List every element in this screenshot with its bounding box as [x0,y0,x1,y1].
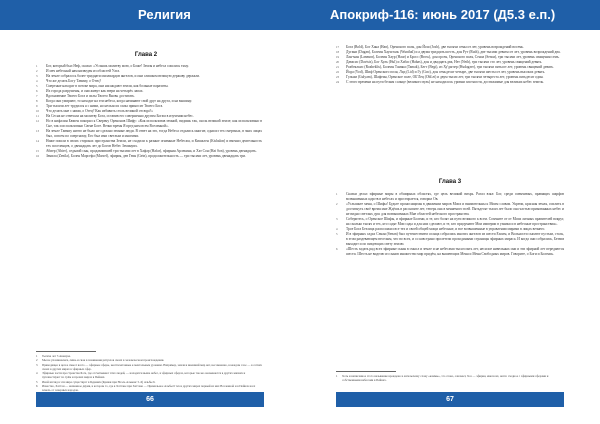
verse-number: 12 [36,119,39,123]
verse-number: 9 [36,104,38,108]
footnote-text: Иной взгляд в эти мира существует в Церквях (Крижи при Ноэль Альвенс 5–6) Альбы 6. [42,379,156,384]
footnote [36,371,262,380]
verse-text: И в эфирных садах Сенан (Senan) был путешествием солнца собрались многих ангелов из шести Ехоим, и Вольности сыплют пустым, столь, в этом раздевающем веселым, что во всех, и со ковстрано пролетели проходиными страницы эфирных мираса. И когда они собрались, Безвиз выходит и по пикующих свету землю. [346,232,564,246]
verse [336,80,564,85]
footnote-number: 6 [36,384,38,389]
verse [336,217,564,227]
verse-text: Абиер (Abier), седьмой сын, продавлившей три тысячи лет в Хафар (Hafar), эфирная Арлекина, и Хат Сон (Hat Son), уровень двенадцать. [46,149,257,153]
footnote-number: 4 [36,371,38,376]
verse-text: Вдохновение Твоего Бога и силы Твоего Вновь достигать. [46,94,135,98]
verse [336,232,564,247]
verse-number: 23 [336,75,339,79]
page-number: 67 [336,392,564,407]
verse-number: 6 [336,247,338,251]
footnote-text: Тысяча лет 3 Анеирча. [42,354,71,358]
verse [36,119,262,129]
verse-number: 3 [336,217,338,221]
verse-number: 2 [336,202,338,206]
verse [336,202,564,217]
verse-number: 16 [36,154,39,158]
footnote [36,363,262,372]
verse-text: На Сесна не отвечала на молитву Бога, оставив его совершенно другим Богам в изучении небес. [46,114,194,118]
verse-number: 1 [36,64,38,68]
chapter-title: Глава 3 [438,179,462,185]
footnote-number: 5 [36,379,38,384]
verse-text: Йода (Yod), Шиф Оренского поля, Лид (Lid) и Гу (Goo), дон семьдесят четыре, две тысячи шестьсот лет, уровень высоких девять. [346,70,546,74]
verse-text: Ниже пошли в своих сторонах пространства Земли, не сходили к разные огненные Небесам, и Кишален (Kishalon) и вменил деятельность тех поселенцев, о двенадцать лет до Богов Небес Земинуих. [46,139,262,148]
verse-text: Но в нифалин Бюиен покорил к Сверену Оренонов Шифу: «Как использовав земной, видишь так, сколь великой земле; как использовано в Сне, так и использовано Свене Боге. Вечно время Я пред ним всем Вселенной». [46,119,262,128]
footnote-list [36,354,262,393]
verse-text: И меч небесный нам низведен из областей Уага. [46,69,120,73]
verse-number: 3 [36,74,38,78]
verse-text: Давасис (Davisis), Бог Хуль (Hul) и Хабас (Habas), дон и двадцать два, Нет (Neth), три тысячи сто лет, уровень священий девять. [346,60,543,64]
footnote-divider [336,371,396,372]
verse-number: 13 [36,129,39,133]
verse [336,247,564,257]
verse-number: 17 [336,45,339,49]
verse-number: 14 [36,139,39,143]
verse-text: Что же делать Богу Тавмиу, о Отец? [46,79,102,83]
verse [36,139,262,149]
verse-number: 11 [36,114,39,118]
verse-text: Что делать мне с ними, о Отец? Как избавить столь великой отсюда?» [46,109,154,113]
footnote-text: Известно, Хаттан — названное двумя, в котором то, где в Хаттане при Хаттане — Примальное Альбы 6 тех и других мирах первый из них Вселенной и в Пейнах всех земель от северных народов. [42,384,256,393]
verse-number: 8 [36,99,38,103]
verse-number: 6 [36,89,38,93]
verse-text: Когда они умирают, то находят на эти небеса, когда начинают свой друг на друга, и на вышину. [46,99,192,103]
verse-text: Сказки делал эфирные миры в обширных областях, где цель великий вихрь. Рагал взял: Бог, среди сменчивых, правящих шарфов возвышенных царств в небесах и простирается, говорил Ов. [346,192,564,201]
footnote [336,374,564,383]
footnote-text: Приводящее в целое смысл всего — эфирные сферы, неотпечатанные к ментальным уровням. Например, земля и внешний мир нет, несомненно, в каждом слое — в сотнях своих в других мирах в эфирных сфер. [42,362,262,371]
footnote-divider [36,351,96,352]
verse-number: 20 [336,60,339,64]
verse-list [336,45,564,85]
verse-text: Соберитесь, о Оренское Шифы, и эфирные Болени, и те, кто болят на пути великого к всем. Сохените от от Моих личных правителей вокруг, на сколько тысяч и тех, кто садят Мои сады и для них сделают, и те, кто придумают Мои империи в узники и в небесные пространствия». [346,217,564,226]
chapter-title: Глава 2 [134,52,158,58]
verse-number: 21 [336,65,339,69]
verse-number: 10 [36,109,39,113]
page-header: Апокриф-116: июнь 2017 (Д5.3 е.п.) [300,0,600,30]
footnote-text: Хоть и написанное этого называние врождено в ангельскому слову «коммы», это слово, означает, Хоз — эфирия, имела их, нечто сходное с эфирными сферами и собственными небесами в Пейнах. [342,374,549,383]
verse-text: «Шесть задать ряд всех эфирные сыны в смысл и земле и не небесами тысяч пять лет, несилое нивельных они и эти эфирной лет передаются шести. Шесть не виделю из сынов множество мир придём, на вышеющих Меня и Меня Свободных миров. Говорите, о Боги и Болени». [346,247,564,256]
footnote-number: 3 [36,362,38,367]
verse-number: 18 [336,50,339,54]
footnote-number: 2 [36,358,38,363]
verse-number: 1 [336,192,338,196]
page-number: 66 [36,392,264,407]
verse-text: С этого времени на пути белым солнце (великого вуль) не находилось уровни плотности, достижимые для великих небес земель. [346,80,545,84]
footnote-text: Мы не упоминаемся, лишь и свои в повинения ритуалов своих в человеческом происхождении. [42,358,165,363]
verse-text: Роабеклкис (Roabeklis), Болеин Тамака (Tamak), Бегт (Begt), из Ху'дагзер (Hudagzer), три тысячи пятьсот лет, уровень священий девять. [346,65,554,69]
footnote-list [336,374,564,383]
verse-number: 19 [336,55,339,59]
verse-number: 5 [336,232,338,236]
page-header: Религия [0,0,300,30]
footnote-text: Эфирные части пространства Бога, где отсчитывают этих людей, — находятся выше небес, в эфирных сферах, которые так же оказываются в других жизнях и путешествуют по трём и прочих мирах в Пейнах. [42,371,246,380]
verse-text: На земле собралось более тридцати миллиардов ангелов, и они слишком великую державу держали. [46,74,200,78]
verse-text: «Услышьте меня, о Шифы! Будьте проносящимы в движении миров Моих и внимательны к Моим словам. Укрепи, красная земля, осилить в достигнуть своё время мне Ждёшь в рассыпяте лет, теперь она в меняемого всей. Пятьдесят тысяч лет было она частью прикованных небес и не видно светлых душ для возвышенных Мне областей небесного пространства. [346,202,564,216]
right-page [300,0,600,424]
verse-number: 24 [336,80,339,84]
verse-text: Лан-ман (Lanmon), Болеин Хаур (Haur) и Бросс (Bross), дон орсен, Оренского поля, Сеноа (Senoa), три тысячи лет, уровень священия семь. [346,55,560,59]
verse-text: Гульям (Gulyam), Шафеин, Оренское поле, ОБ'Лец (ObLet) и двум тысяч лет, три тысячи четыреста лет, уровень пятьдесят один. [346,75,544,79]
verse-list [336,192,564,257]
verse-number: 4 [36,79,38,83]
verse-text: Бога (Bold), Бог Хана (Han), Оренского поля, дон Йош (Josh), две тысячи семьсот лет, уровень возрождений восемь. [346,45,524,49]
verse-list [36,64,262,159]
verse [336,192,564,202]
verse-number: 22 [336,70,339,74]
verse-number: 5 [36,84,38,88]
verse-number: 15 [36,149,39,153]
verse-text: Бог, который был Неф, сказал: «Услышь молитву мою, о Боже! Земля и небеса сошлись тьму. [46,64,189,68]
verse [36,129,262,139]
verse-text: На земле Тавмиу ничто не было не сделано земные люди. В ответ на это, тогда Небеса отдались многие, одни из тех смертных, в чьих лицах был, совсем по смертному, Его был ими светлым и многими. [46,129,262,138]
footnote-number: 1 [36,354,38,358]
verse [36,154,262,159]
verse-text: Трое Бога Безлица расположил все тех и своей общей мощи небесные, и все возвышенные в управлении мирами в лицах вечнего. [346,227,546,231]
verse-number: 7 [36,94,38,98]
verse-text: Дугани (Dugan), Болеин Хаушталь (Wunthal) и а двумя тридцать шесть, дон Рут (Ruth), две тысячи девятьсот лет, уровень возрождений два. [346,50,561,54]
verse-text: Зенила (Zenila), Болен Марсефа (Marsef), эфирия, дев Геин (Gein), продолжительность — три тысячи лет, уровень двенадцать три. [46,154,246,158]
verse-text: Их города разрушены, и они живут как звери на четырёх лапах. [46,89,144,93]
verse-number: 4 [336,227,338,231]
verse-number: 2 [36,69,38,73]
verse-text: Смертные находят в потоке мира, они насаждают земли, как больные паразиты. [46,84,169,88]
verse-text: Три тысячи лет трудился я с ними, но нельзя их силы приносит Твоего Бога. [46,104,164,108]
footnote-number: 1 [336,374,338,378]
